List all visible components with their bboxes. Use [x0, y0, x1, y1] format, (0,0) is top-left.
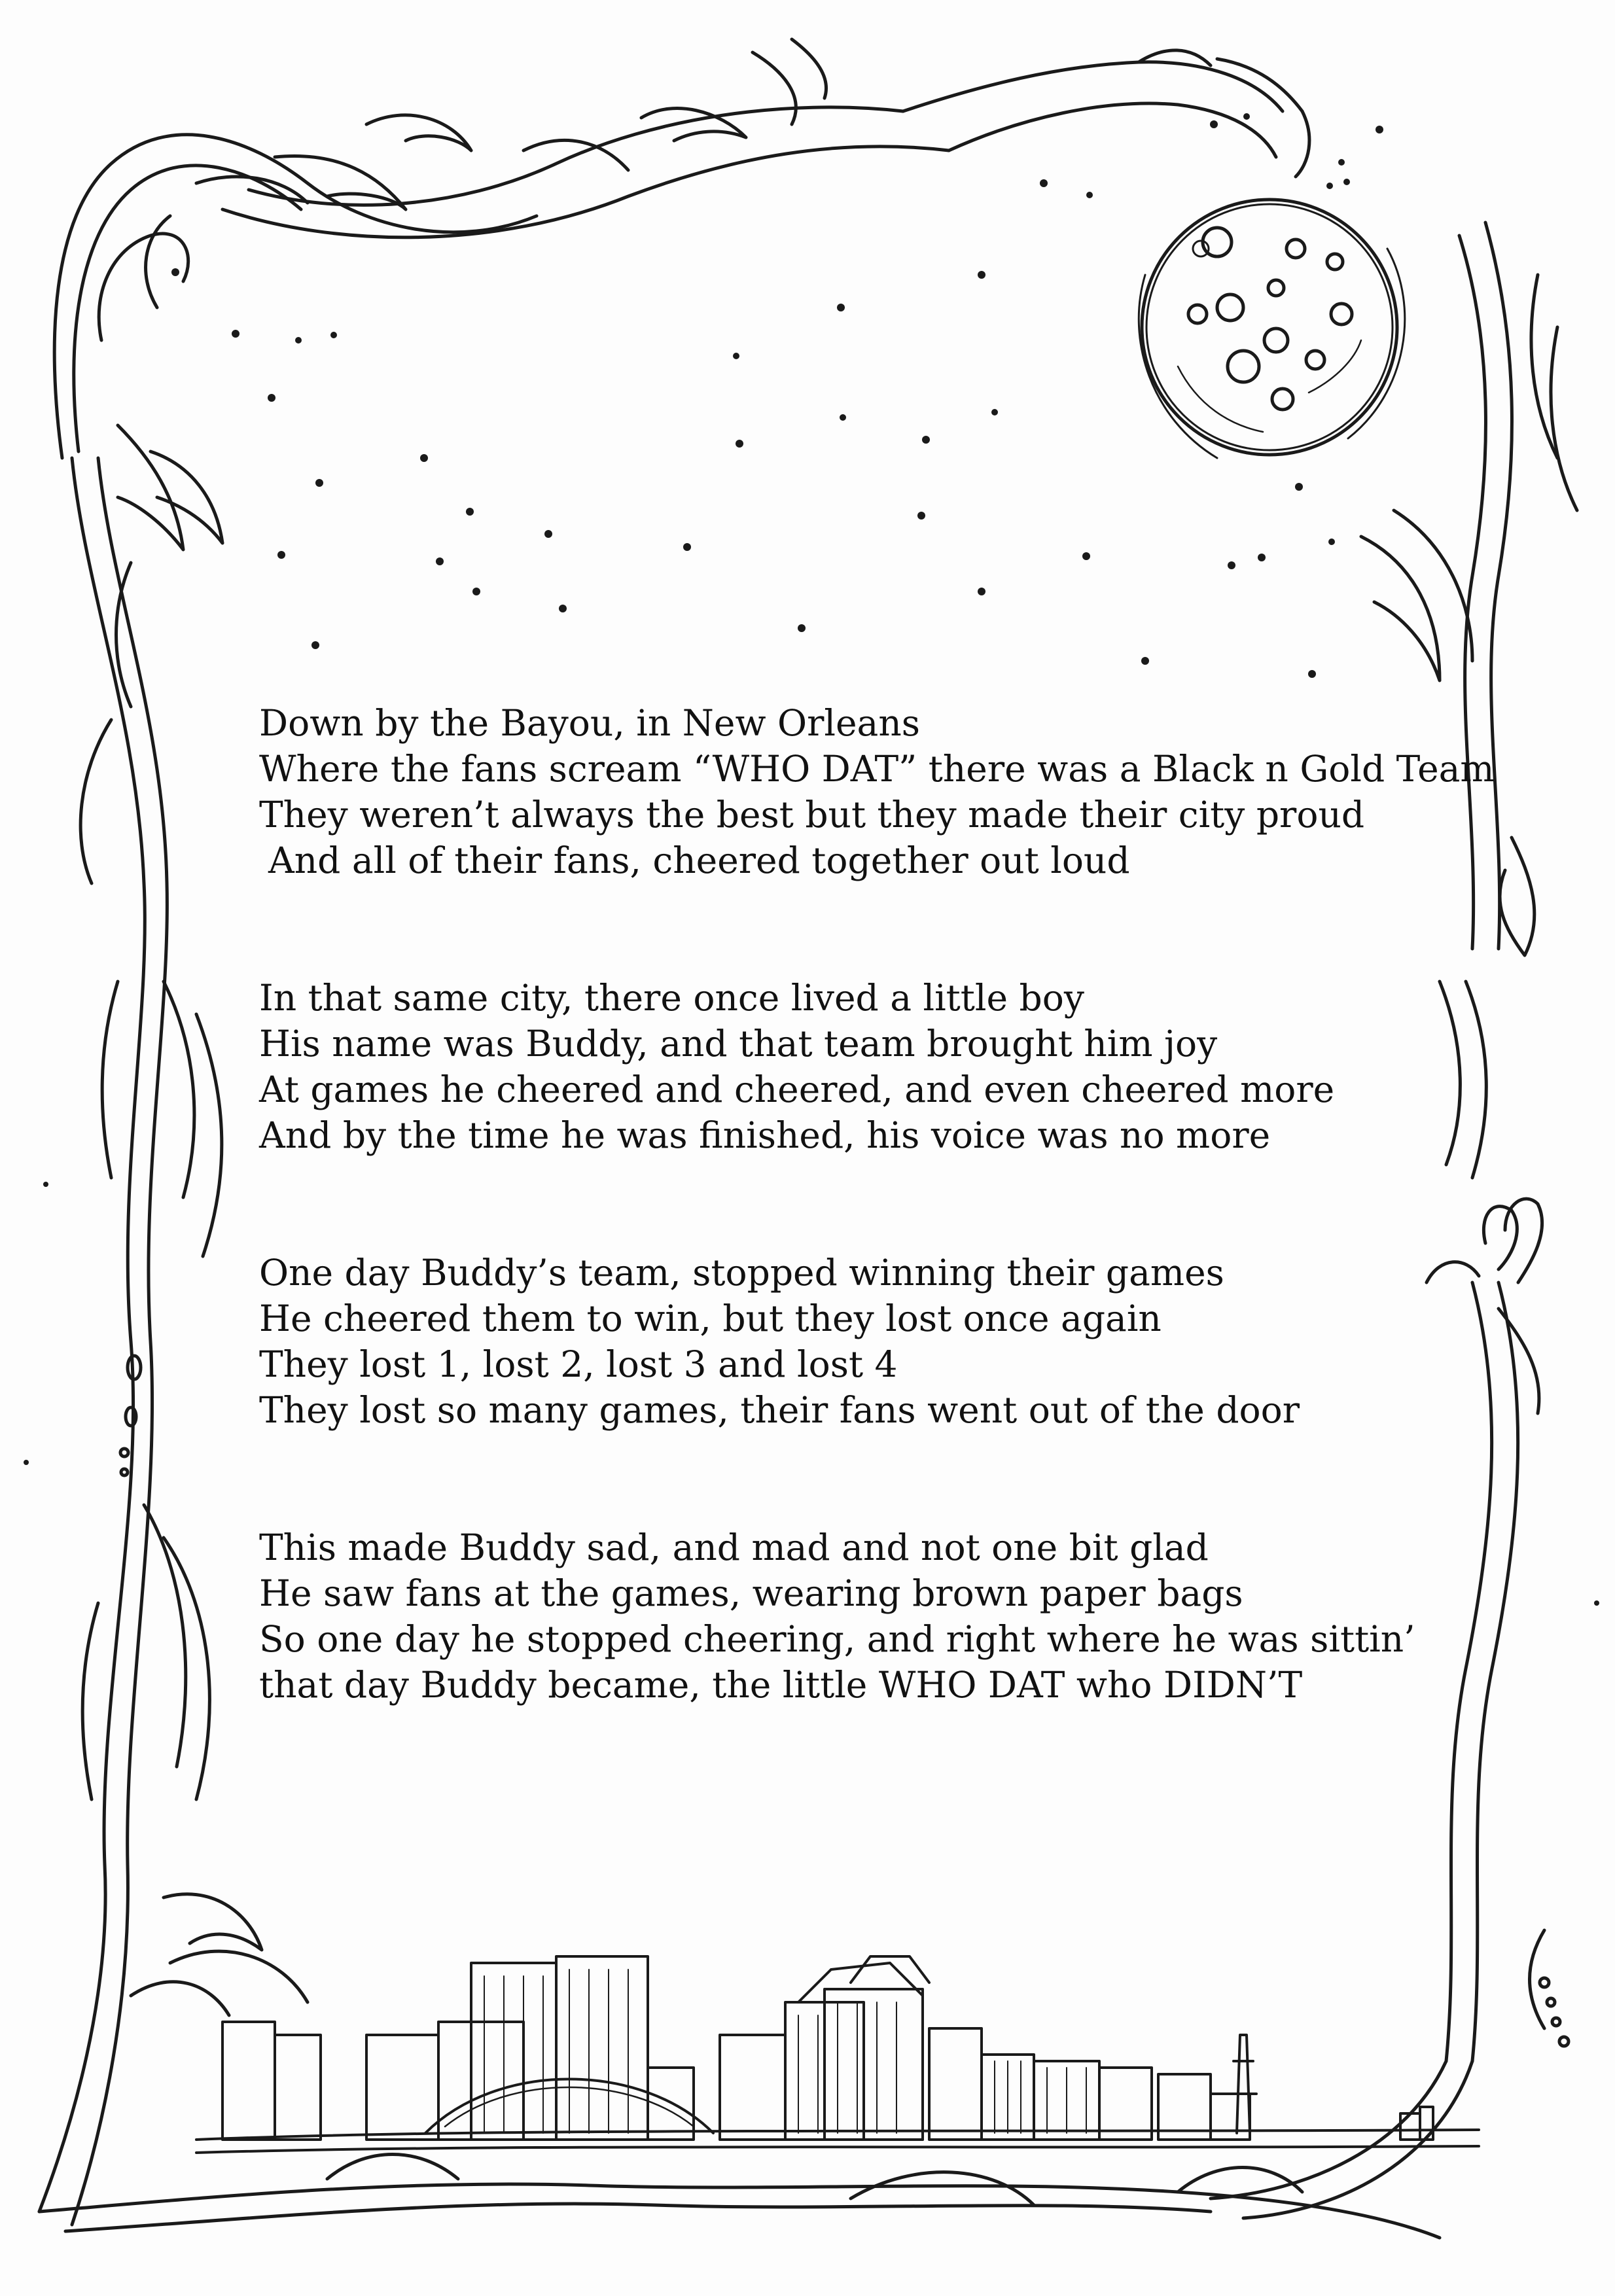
poem-line: So one day he stopped cheering, and right where he was sittin’ — [259, 1618, 1415, 1660]
stanza-1 — [259, 700, 1495, 883]
poem-line: In that same city, there once lived a little boy — [259, 977, 1084, 1019]
poem-line: At games he cheered and cheered, and even cheered more — [259, 1069, 1335, 1110]
poem-line: One day Buddy’s team, stopped winning their games — [259, 1252, 1224, 1294]
poem-line: He cheered them to win, but they lost once again — [259, 1298, 1162, 1339]
top-vine-border — [54, 39, 1309, 458]
poem-line: They lost so many games, their fans went out of the door — [259, 1389, 1300, 1431]
poem-line: This made Buddy sad, and mad and not one bit glad — [259, 1527, 1209, 1568]
poem-line: that day Buddy became, the little WHO DAT who DIDN’T — [259, 1664, 1303, 1706]
stanza-3 — [259, 1250, 1437, 1433]
stanza-4 — [259, 1525, 1437, 1708]
poem-line: Where the fans scream “WHO DAT” there was a Black n Gold Team — [259, 748, 1495, 790]
poem-line: They lost 1, lost 2, lost 3 and lost 4 — [259, 1343, 898, 1385]
city-skyline — [196, 1956, 1479, 2153]
poem-line: He saw fans at the games, wearing brown paper bags — [259, 1572, 1243, 1614]
bottom-vine-border — [39, 2155, 1440, 2238]
poem-line: And by the time he was finished, his voice was no more — [259, 1114, 1271, 1156]
poem-line: They weren’t always the best but they made their city proud — [259, 794, 1365, 836]
poem-text — [259, 700, 1495, 1708]
poem-line: Down by the Bayou, in New Orleans — [259, 702, 920, 744]
poem-line: His name was Buddy, and that team brought him joy — [259, 1023, 1218, 1065]
stanza-2 — [259, 975, 1437, 1158]
poem-line: And all of their fans, cheered together out loud — [268, 839, 1130, 881]
moon — [1139, 200, 1405, 458]
